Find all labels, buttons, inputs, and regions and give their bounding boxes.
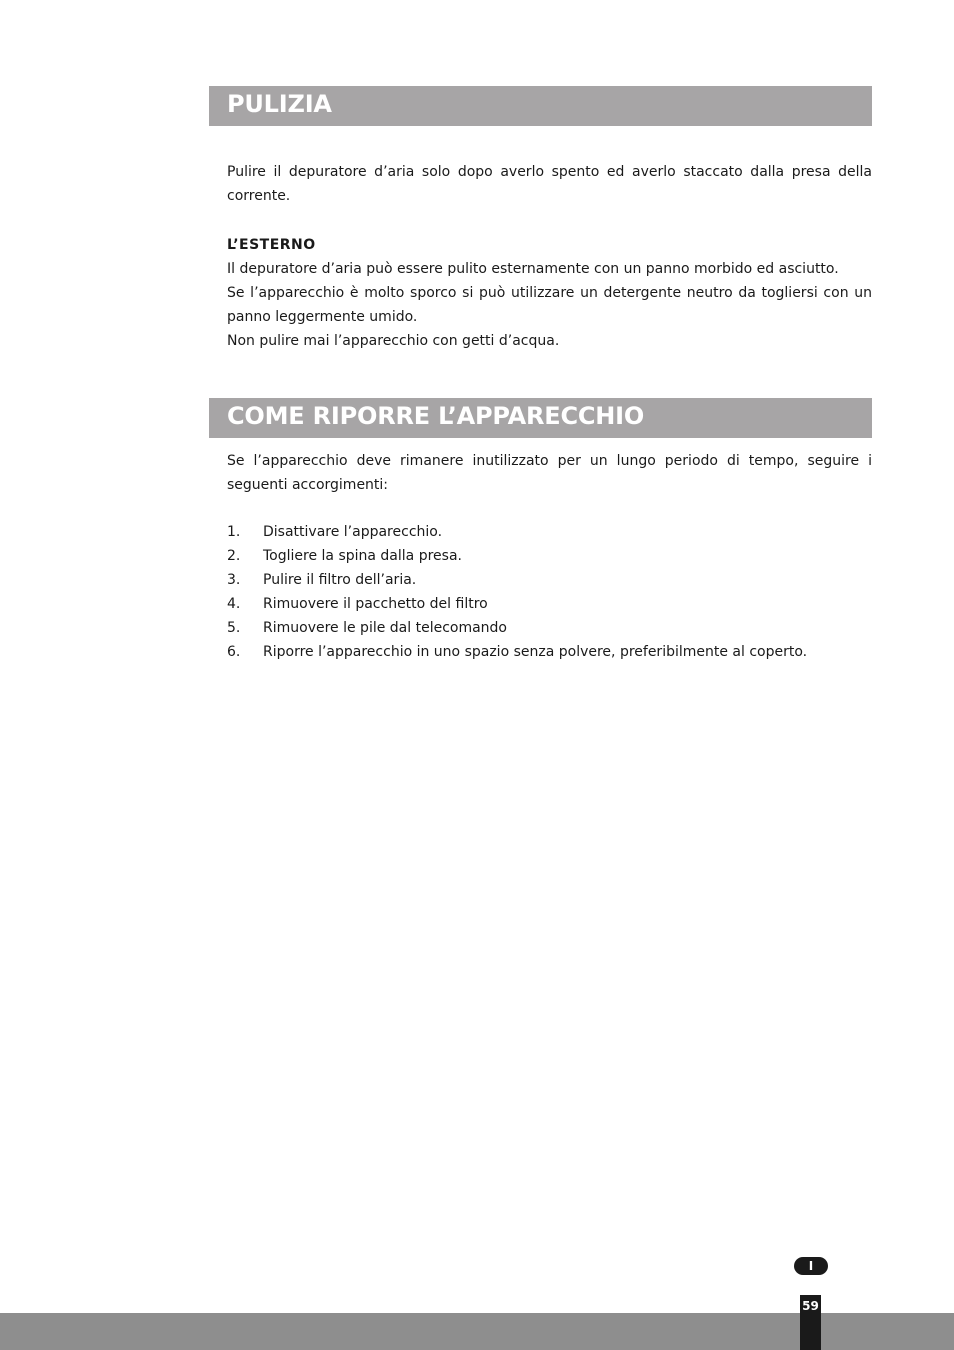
riporre-intro — [227, 449, 872, 497]
page-number: 59 — [800, 1295, 821, 1350]
step-text: Togliere la spina dalla presa. — [263, 548, 462, 564]
esterno-line: Non pulire mai l’apparecchio con getti d’acqua. — [227, 333, 560, 349]
step-number: 2. — [227, 548, 241, 564]
riporre-intro-text: Se l’apparecchio deve rimanere inutilizzato per un lungo periodo di tempo, seguire i seguenti accorgimenti: — [227, 453, 872, 493]
list-item — [227, 592, 872, 616]
list-item — [227, 520, 872, 544]
step-number: 1. — [227, 524, 241, 540]
language-badge: I — [794, 1257, 828, 1275]
esterno-subhead: L’ESTERNO — [227, 237, 316, 253]
section-header-pulizia — [209, 86, 872, 126]
step-number: 4. — [227, 596, 241, 612]
pulizia-intro — [227, 160, 872, 208]
list-item — [227, 544, 872, 568]
list-item — [227, 616, 872, 640]
list-item — [227, 640, 872, 664]
step-text: Riporre l’apparecchio in uno spazio senza polvere, preferibilmente al coperto. — [263, 644, 808, 660]
pulizia-intro-text: Pulire il depuratore d’aria solo dopo averlo spento ed averlo staccato dalla presa della corrente. — [227, 164, 872, 204]
steps-list — [227, 520, 872, 664]
esterno-line: Il depuratore d’aria può essere pulito esternamente con un panno morbido ed asciutto. — [227, 261, 839, 277]
step-text: Rimuovere le pile dal telecomando — [263, 620, 508, 636]
section-title: PULIZIA — [227, 90, 332, 118]
section-title: COME RIPORRE L’APPARECCHIO — [227, 402, 645, 430]
esterno-line: Se l’apparecchio è molto sporco si può utilizzare un detergente neutro da togliersi con un panno leggermente umido. — [227, 285, 872, 325]
esterno-block — [227, 233, 872, 353]
step-number: 6. — [227, 644, 241, 660]
step-text: Disattivare l’apparecchio. — [263, 524, 443, 540]
step-number: 3. — [227, 572, 241, 588]
step-number: 5. — [227, 620, 241, 636]
step-text: Pulire il filtro dell’aria. — [263, 572, 417, 588]
list-item — [227, 568, 872, 592]
step-text: Rimuovere il pacchetto del filtro — [263, 596, 488, 612]
section-header-riporre — [209, 398, 872, 438]
